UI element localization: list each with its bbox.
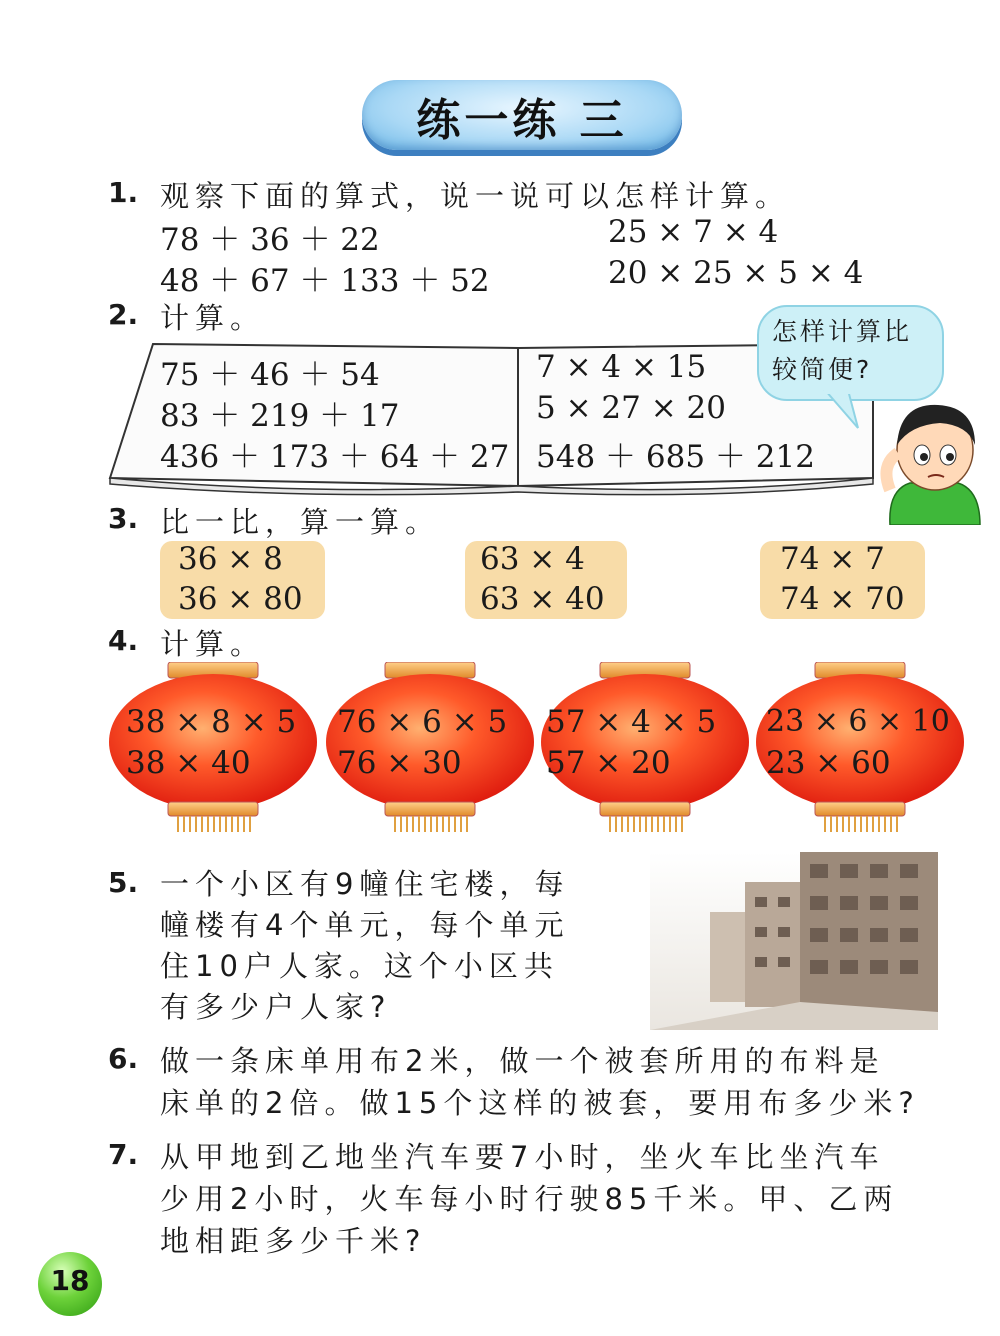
- compare-box-2-line-2: 63 × 40: [480, 581, 605, 617]
- question-3-number: 3.: [108, 502, 139, 535]
- q2-expr-left-3: 436 ＋ 173 ＋ 64 ＋ 27: [160, 439, 510, 475]
- lantern-1-line-2: 38 × 40: [126, 745, 251, 781]
- compare-box-2-line-1: 63 × 4: [480, 541, 585, 577]
- question-7-line-3: 地相距多少千米?: [160, 1224, 427, 1258]
- question-6-text: [160, 1040, 920, 1124]
- lantern-4-line-2: 23 × 60: [766, 745, 891, 781]
- question-5-line-1: 一个小区有9幢住宅楼，每: [160, 867, 570, 901]
- compare-box-3-line-1: 74 × 7: [780, 541, 885, 577]
- speech-bubble-text: [772, 313, 942, 389]
- compare-box-1-line-1: 36 × 8: [178, 541, 283, 577]
- lantern-3-line-1: 57 × 4 × 5: [546, 704, 717, 740]
- lantern-3-line-2: 57 × 20: [546, 745, 671, 781]
- question-6-line-1: 做一条床单用布2米，做一个被套所用的布料是: [160, 1044, 885, 1078]
- page-number: 18: [50, 1264, 90, 1297]
- q1-expr-left-1: 78 ＋ 36 ＋ 22: [160, 222, 380, 258]
- question-3-text: 比一比，算一算。: [160, 505, 441, 539]
- question-4-number: 4.: [108, 624, 139, 657]
- speech-bubble-tail: [820, 390, 860, 430]
- lantern-1-line-1: 38 × 8 × 5: [126, 704, 297, 740]
- q2-expr-right-1: 7 × 4 × 15: [536, 349, 707, 385]
- q2-expr-right-2: 5 × 27 × 20: [536, 390, 726, 426]
- question-7-text: [160, 1136, 898, 1262]
- thinking-boy-illustration: [880, 395, 985, 525]
- q2-expr-right-3: 548 ＋ 685 ＋ 212: [536, 439, 815, 475]
- question-5-line-4: 有多少户人家?: [160, 990, 392, 1024]
- q1-expr-left-2: 48 ＋ 67 ＋ 133 ＋ 52: [160, 263, 490, 299]
- question-7-line-2: 少用2小时，火车每小时行驶85千米。甲、乙两: [160, 1182, 899, 1216]
- q1-expr-right-2: 20 × 25 × 5 × 4: [608, 255, 864, 291]
- lantern-2-line-1: 76 × 6 × 5: [337, 704, 508, 740]
- question-5-text: [160, 864, 569, 1028]
- speech-bubble-line-2: 较简便?: [772, 355, 873, 384]
- q2-expr-left-2: 83 ＋ 219 ＋ 17: [160, 398, 400, 434]
- question-1-number: 1.: [108, 176, 139, 209]
- question-5-number: 5.: [108, 866, 139, 899]
- question-2-text: 计算。: [160, 301, 266, 335]
- compare-box-1-line-2: 36 × 80: [178, 581, 303, 617]
- question-5-line-2: 幢楼有4个单元，每个单元: [160, 908, 570, 942]
- page-title: 练一练 三: [416, 95, 628, 146]
- question-6-line-2: 床单的2倍。做15个这样的被套，要用布多少米?: [160, 1086, 920, 1120]
- question-4-text: 计算。: [160, 627, 266, 661]
- q2-expr-left-1: 75 ＋ 46 ＋ 54: [160, 357, 380, 393]
- speech-bubble-line-1: 怎样计算比: [772, 317, 913, 346]
- q1-expr-right-1: 25 × 7 × 4: [608, 214, 779, 250]
- question-7-number: 7.: [108, 1138, 139, 1171]
- compare-box-3-line-2: 74 × 70: [780, 581, 905, 617]
- lantern-2-line-2: 76 × 30: [337, 745, 462, 781]
- question-2-number: 2.: [108, 298, 139, 331]
- residential-buildings-photo: [650, 852, 938, 1030]
- question-6-number: 6.: [108, 1042, 139, 1075]
- question-7-line-1: 从甲地到乙地坐汽车要7小时，坐火车比坐汽车: [160, 1140, 885, 1174]
- lantern-4-line-1: 23 × 6 × 10: [766, 704, 950, 739]
- question-1-text: 观察下面的算式，说一说可以怎样计算。: [160, 179, 791, 213]
- question-5-line-3: 住10户人家。这个小区共: [160, 949, 559, 983]
